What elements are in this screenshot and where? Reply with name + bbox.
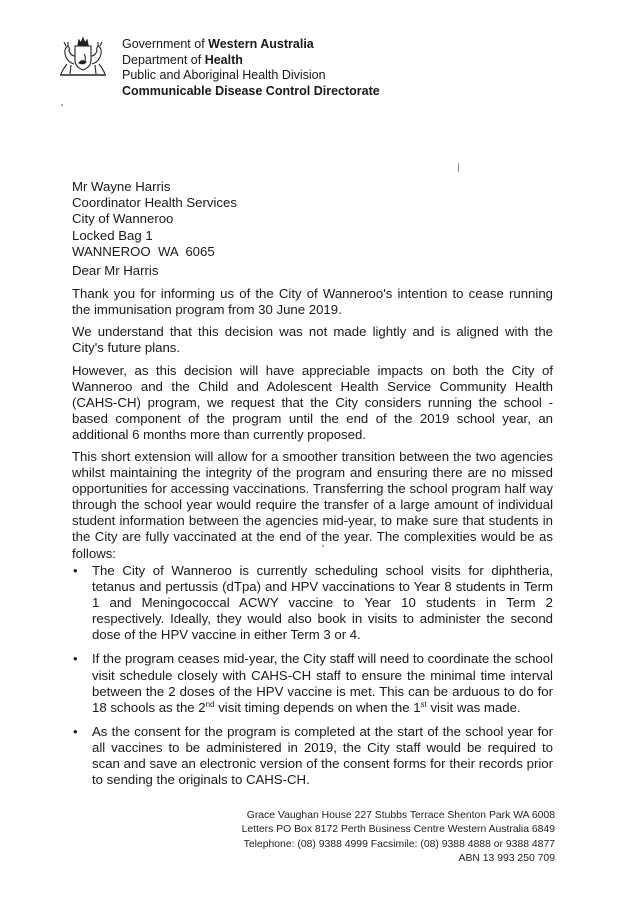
paragraph: However, as this decision will have appreciable impacts on both the City of Wanneroo and the Child and Adolescent Health Service Community Health (CAHS-CH) program, we request that the City considers running the school -based component of the program until the end of the 2019 school year, an additional 6 months more than currently proposed. xyxy=(72,363,553,443)
footer-address: Grace Vaughan House 227 Stubbs Terrace Shenton Park WA 6008 xyxy=(246,810,555,821)
salutation: Dear Mr Harris xyxy=(72,263,159,278)
list-item xyxy=(72,563,553,643)
list-item xyxy=(72,724,553,788)
letterhead-directorate: Communicable Disease Control Directorate xyxy=(122,83,380,98)
bullet-icon: • xyxy=(73,723,78,739)
footer-phone: Telephone: (08) 9388 4999 Facsimile: (08) 9388 4888 or 9388 4877 xyxy=(243,838,555,850)
paragraph: Thank you for informing us of the City of Wanneroo's intention to cease running the immunisation program from 30 June 2019. xyxy=(72,286,553,318)
recipient-locality: WANNEROO WA 6065 xyxy=(72,243,215,259)
list-item-text: The City of Wanneroo is currently scheduling school visits for diphtheria, tetanus and pertussis (dTpa) and HPV vaccinations to Year 8 students in Term 1 and Meningococcal ACWY vaccine to Year 10 students in Term 2 respectively. Ideally, they would also book in visits to administer the second dose of the HPV vaccine in either Term 3 or 4. xyxy=(92,563,553,643)
recipient-organisation: City of Wanneroo xyxy=(72,211,174,227)
recipient-box: Locked Bag 1 xyxy=(72,227,153,243)
bullet-icon: • xyxy=(73,651,78,667)
letterhead-department: Department of Health xyxy=(122,52,243,67)
letterhead-division: Public and Aboriginal Health Division xyxy=(122,68,326,82)
scan-mark xyxy=(61,104,63,106)
recipient-name: Mr Wayne Harris xyxy=(72,179,171,194)
bullet-icon: • xyxy=(73,563,78,578)
footer-abn: ABN 13 993 250 709 xyxy=(458,853,555,865)
letterhead-government: Government of Western Australia xyxy=(122,37,314,51)
footer-contact xyxy=(242,809,555,867)
recipient-address xyxy=(72,179,237,260)
list-item xyxy=(72,651,553,715)
paragraph: We understand that this decision was not made lightly and is aligned with the City's future plans. xyxy=(72,324,553,356)
list-item-text: As the consent for the program is completed at the start of the school year for all vaccines to be administered in 2019, the City staff would be required to scan and save an electronic version of the consent forms for their records prior to sending the originals to CAHS-CH. xyxy=(92,723,553,788)
list-item-text: If the program ceases mid-year, the City staff will need to coordinate the school visit schedule closely with CAHS-CH staff to ensure the minimal time interval between the 2 doses of the HPV vaccine is met. This can be arduous to do for 18 schools as the 2nd visit timing depends on when the 1st visit was made. xyxy=(92,651,553,715)
scan-mark xyxy=(458,163,459,172)
footer-postal: Letters PO Box 8172 Perth Business Centre Western Australia 6849 xyxy=(241,824,555,836)
complexities-list xyxy=(72,563,553,796)
paragraph: This short extension will allow for a smoother transition between the two agencies whilst maintaining the integrity of the program and ensuring there are no missed opportunities for accessing vaccinations. Transferring the school program half way through the school year would require the transfer of a large amount of individual student information between the agencies mid-year, to make sure that students in the City are fully vaccinated at the end of the year. The complexities would be as follows: xyxy=(72,449,553,561)
letterhead xyxy=(122,37,380,99)
coat-of-arms-icon xyxy=(58,34,108,78)
recipient-title: Coordinator Health Services xyxy=(72,195,237,211)
